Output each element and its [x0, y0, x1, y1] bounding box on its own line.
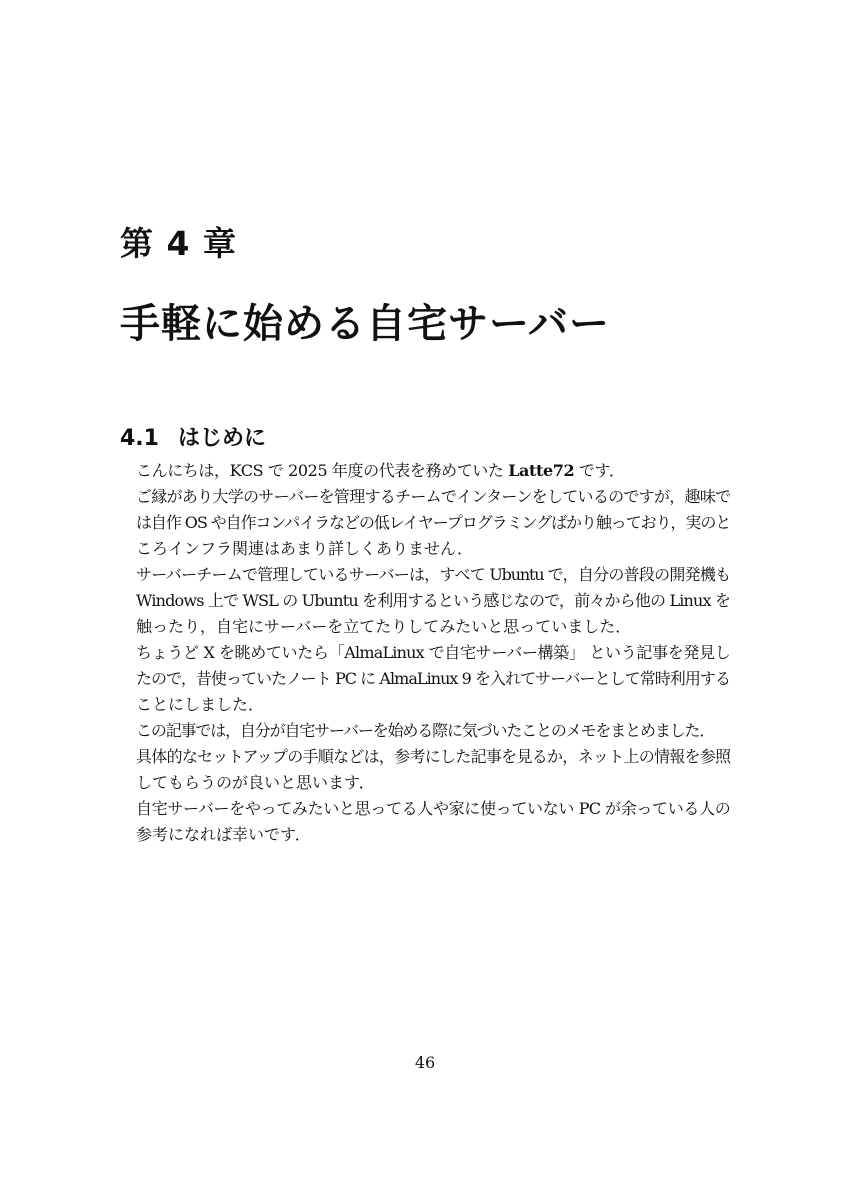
text-line: 参考になれば幸いです．: [136, 825, 311, 844]
text-segment: です．: [574, 461, 625, 480]
page-number: 46: [414, 1053, 436, 1072]
paragraph: [120, 484, 730, 562]
text-line: 具体的なセットアップの手順などは，参考にした記事を見るか，ネット上の情報を参照: [136, 747, 730, 766]
chapter-title: 手軽に始める自宅サーバー: [120, 301, 610, 347]
text-line: この記事では，自分が自宅サーバーを始める際に気づいたことのメモをまとめました．: [136, 721, 715, 740]
text-line: 自宅サーバーをやってみたいと思ってる人や家に使っていない PC が余っている人の: [136, 799, 730, 818]
text-line: ころインフラ関連はあまり詳しくありません．: [136, 539, 473, 558]
paragraph: [120, 796, 730, 848]
text-line: は自作 OS や自作コンパイラなどの低レイヤープログラミングばかり触っており，実のと: [136, 513, 731, 532]
paragraph: [120, 458, 730, 484]
paragraph: [120, 562, 730, 640]
author-name: Latte72: [508, 461, 575, 480]
paragraph: [120, 718, 730, 744]
text-line: ちょうど X を眺めていたら「AlmaLinux で自宅サーバー構築」 という記事を発見し: [136, 643, 730, 662]
section-title: はじめに: [178, 426, 267, 451]
paragraph: [120, 640, 730, 718]
text-line: [120, 458, 730, 484]
text-line: 触ったり，自宅にサーバーを立てたりしてみたいと思っていました．: [136, 617, 632, 636]
paragraph: [120, 744, 730, 796]
text-line: Windows 上で WSL の Ubuntu を利用するという感じなので，前々から他の Linux を: [136, 591, 731, 610]
text-line: ことにしました．: [136, 695, 265, 714]
text-line: サーバーチームで管理しているサーバーは，すべて Ubuntu で，自分の普段の開発機も: [136, 565, 730, 584]
section-heading: [120, 424, 266, 454]
section-number: 4.1: [120, 426, 159, 451]
chapter-label: 第 4 章: [120, 224, 237, 263]
body-text: [120, 458, 730, 848]
text-line: してもらうのが良いと思います．: [136, 773, 375, 792]
text-line: たので，昔使っていたノート PC に AlmaLinux 9 を入れてサーバーとして常時利用する: [136, 669, 730, 688]
text-segment: こんにちは，KCS で 2025 年度の代表を務めていた: [136, 461, 509, 480]
text-line: ご縁があり大学のサーバーを管理するチームでインターンをしているのですが，趣味で: [136, 487, 730, 506]
